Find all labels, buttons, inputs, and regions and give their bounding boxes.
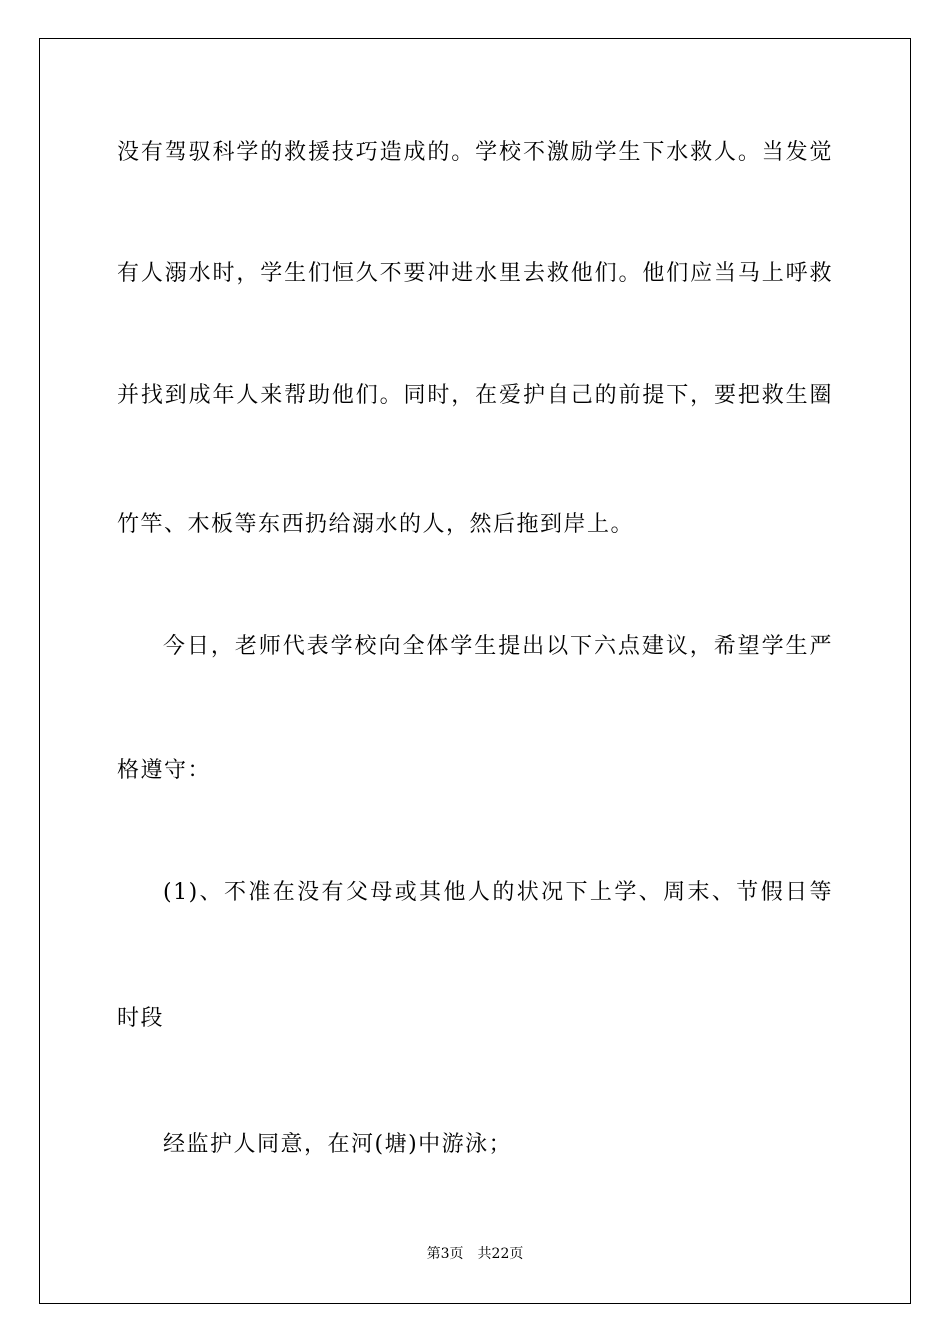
paragraph-line-1: 没有驾驭科学的救援技巧造成的。学校不激励学生下水救人。当发觉	[117, 140, 833, 165]
paragraph-line-2: 有人溺水时，学生们恒久不要冲进水里去救他们。他们应当马上呼救	[117, 261, 833, 286]
paragraph-line-7: (1)、不准在没有父母或其他人的状况下上学、周末、节假日等	[163, 880, 833, 905]
page-border	[39, 38, 911, 1304]
page-number: 第3页	[426, 1246, 464, 1262]
page-total: 共22页	[477, 1246, 524, 1262]
paragraph-line-9: 经监护人同意，在河(塘)中游泳；	[163, 1132, 513, 1157]
paragraph-line-8: 时段	[117, 1006, 165, 1031]
paragraph-line-3: 并找到成年人来帮助他们。同时，在爱护自己的前提下，要把救生圈	[117, 383, 833, 408]
paragraph-line-4: 竹竿、木板等东西扔给溺水的人，然后拖到岸上。	[117, 512, 635, 537]
paragraph-line-6: 格遵守：	[117, 758, 212, 783]
page-footer	[0, 1244, 950, 1264]
paragraph-line-5: 今日，老师代表学校向全体学生提出以下六点建议，希望学生严	[163, 634, 833, 659]
